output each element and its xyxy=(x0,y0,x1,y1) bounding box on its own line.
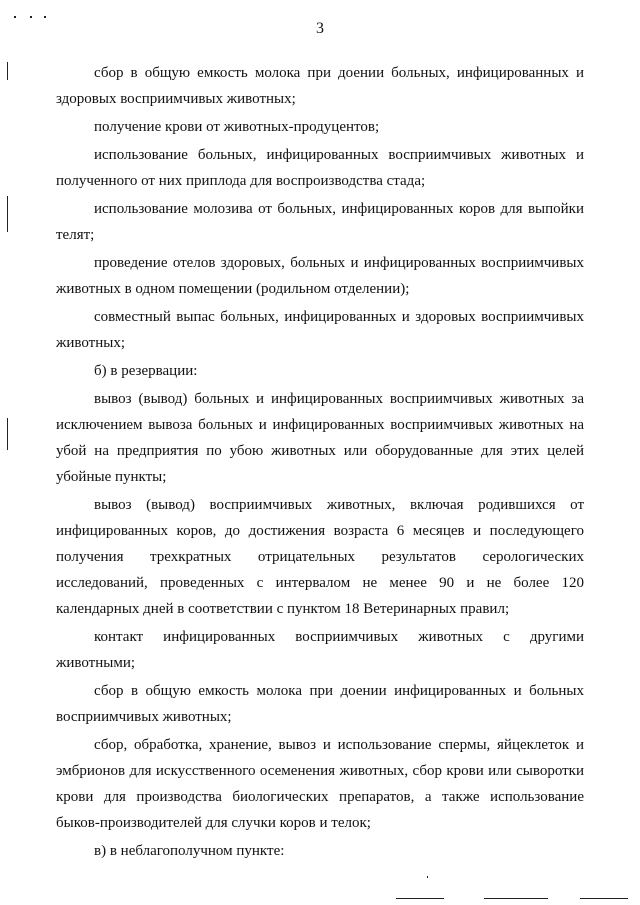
scan-mark-bottom-line xyxy=(396,898,444,899)
scan-mark-margin-line xyxy=(7,196,8,232)
paragraph: сбор, обработка, хранение, вывоз и использование спермы, яйцеклеток и эмбрионов для искусственного осеменения животных, сбор крови или сыворотки крови для производства биологических препаратов, а также использование быков-производителей для случки коров и телок; xyxy=(56,737,584,831)
page-number: 3 xyxy=(316,20,324,37)
scan-mark-bottom-line xyxy=(484,898,548,899)
paragraph: сбор в общую емкость молока при доении инфицированных и больных восприимчивых животных; xyxy=(56,683,584,725)
section-heading: в) в неблагополучном пункте: xyxy=(94,843,285,859)
scan-mark-margin-line xyxy=(7,418,8,450)
scan-mark-dot xyxy=(14,16,16,18)
paragraph: вывоз (вывод) восприимчивых животных, включая родившихся от инфицированных коров, до достижения возраста 6 месяцев и последующего получения трехкратных отрицательных результатов серологических исследований, проведенных с интервалом не менее 90 и не более 120 календарных дней в соответствии с пунктом 18 Ветеринарных правил; xyxy=(56,497,584,617)
scan-mark-dot xyxy=(427,876,428,878)
document-body xyxy=(56,60,584,866)
scan-mark-bottom-line xyxy=(580,898,628,899)
paragraph: использование молозива от больных, инфицированных коров для выпойки телят; xyxy=(56,201,584,243)
section-heading: б) в резервации: xyxy=(94,363,198,379)
scan-mark-dot xyxy=(30,16,32,18)
paragraph: проведение отелов здоровых, больных и инфицированных восприимчивых животных в одном помещении (родильном отделении); xyxy=(56,255,584,297)
paragraph: контакт инфицированных восприимчивых животных с другими животными; xyxy=(56,629,584,671)
paragraph: использование больных, инфицированных восприимчивых животных и полученного от них приплода для воспроизводства стада; xyxy=(56,147,584,189)
paragraph: совместный выпас больных, инфицированных и здоровых восприимчивых животных; xyxy=(56,309,584,351)
scan-mark-margin-line xyxy=(7,62,8,80)
paragraph: получение крови от животных-продуцентов; xyxy=(94,119,380,135)
paragraph: сбор в общую емкость молока при доении больных, инфицированных и здоровых восприимчивых животных; xyxy=(56,65,584,107)
paragraph: вывоз (вывод) больных и инфицированных восприимчивых животных за исключением вывоза больных и инфицированных восприимчивых животных на убой на предприятия по убою животных или оборудованные для этих целей убойные пункты; xyxy=(56,391,584,485)
scan-mark-dot xyxy=(44,16,46,18)
